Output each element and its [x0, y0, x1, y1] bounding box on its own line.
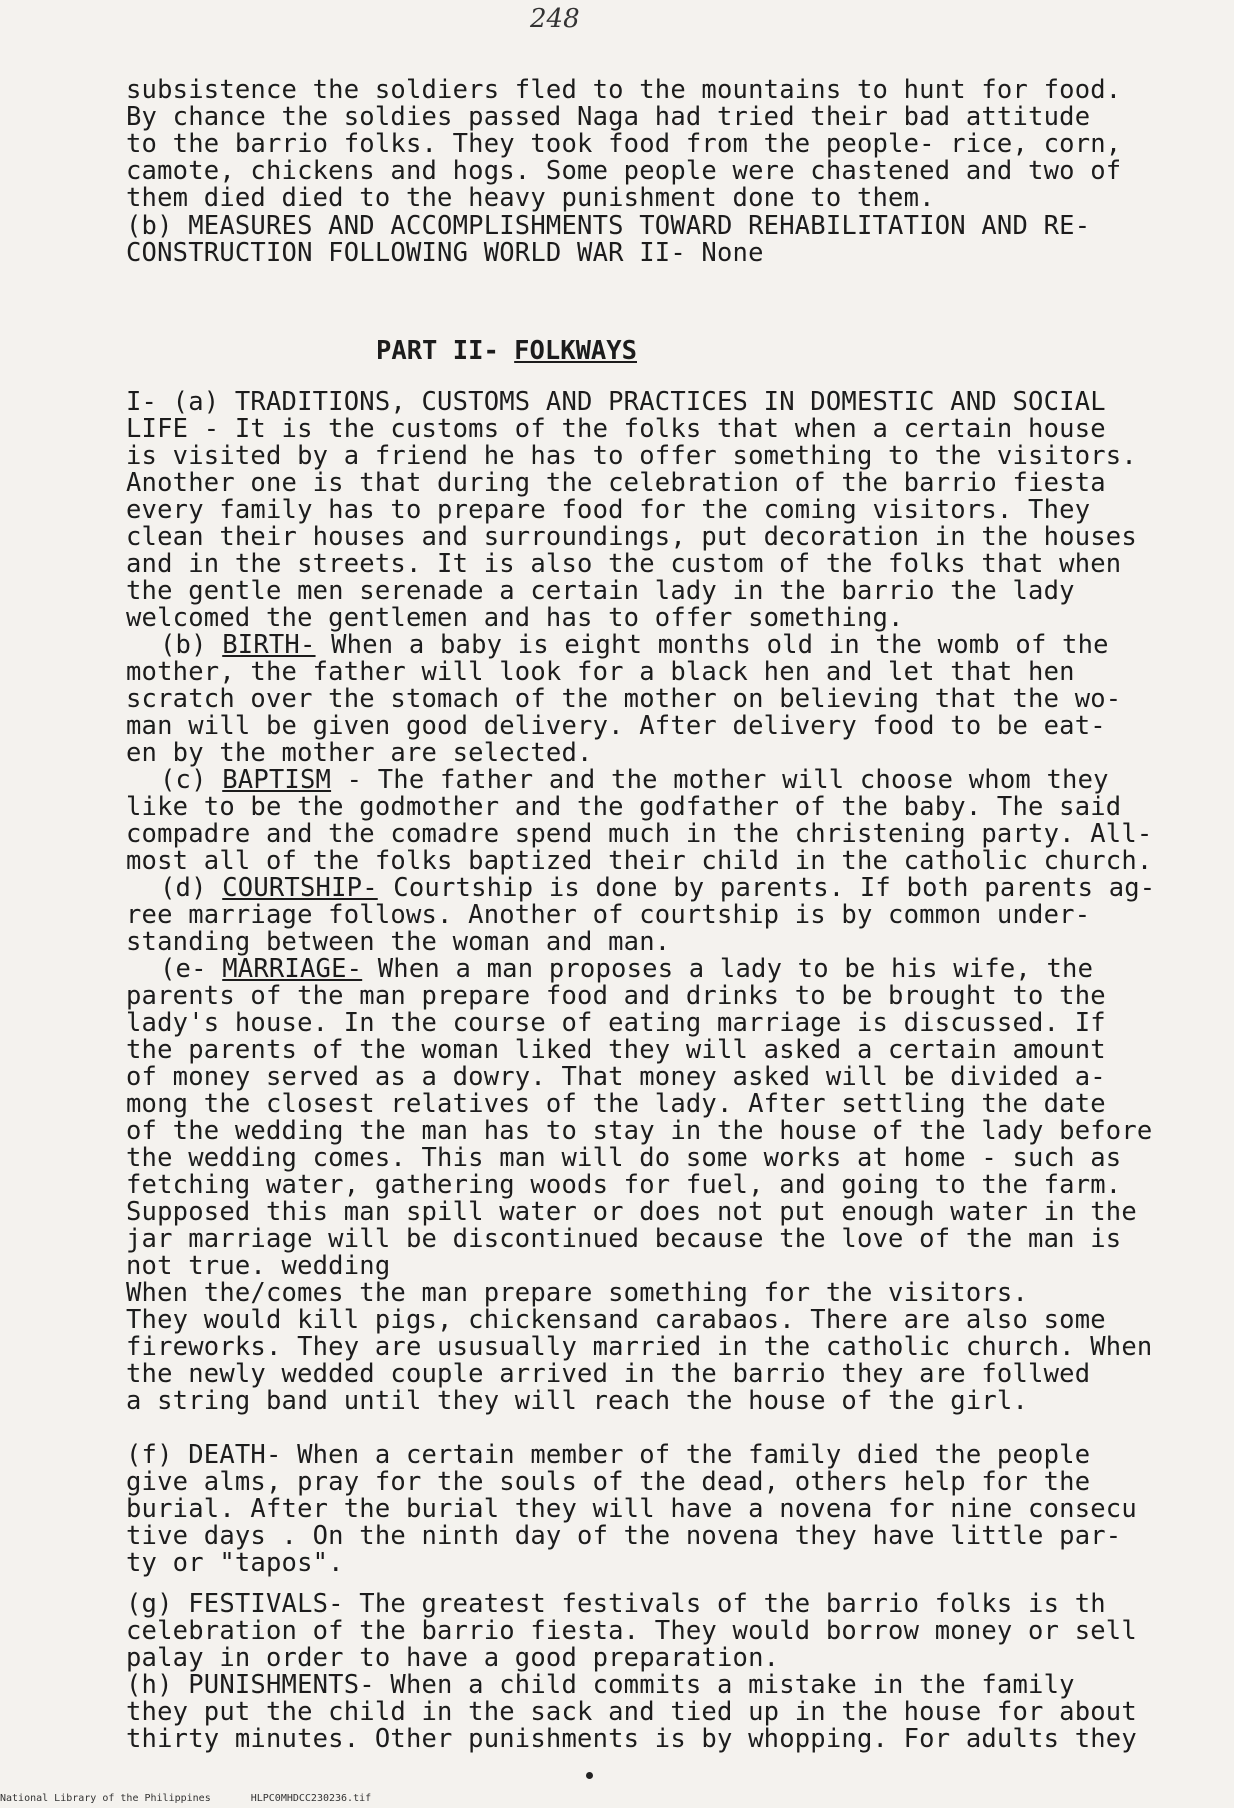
item-lead: (d) — [160, 874, 223, 902]
item-lead: (b) — [160, 631, 223, 659]
page-number: 248 — [530, 4, 580, 34]
birth-first-line — [160, 631, 1234, 659]
text-line: not true. wedding — [126, 1252, 391, 1280]
item-text: Courtship is done by parents. If both parents ag- — [377, 874, 1156, 902]
text-line: compadre and the comadre spend much in the christening party. All- — [126, 820, 1153, 848]
birth-label: BIRTH- — [222, 631, 316, 659]
text-line: most all of the folks baptized their child in the catholic church. — [126, 847, 1153, 875]
footer — [0, 1793, 371, 1805]
part-heading-title: FOLKWAYS — [514, 336, 637, 366]
footer-filename: HLPC0MHDCC230236.tif — [250, 1793, 372, 1804]
text-line: (h) PUNISHMENTS- When a child commits a mistake in the family — [126, 1671, 1075, 1699]
text-line: I- (a) TRADITIONS, CUSTOMS AND PRACTICES IN DOMESTIC AND SOCIAL — [126, 388, 1106, 416]
text-line: camote, chickens and hogs. Some people were chastened and two of — [126, 157, 1122, 185]
text-line: is visited by a friend he has to offer something to the visitors. — [126, 442, 1137, 470]
text-line: LIFE - It is the customs of the folks that when a certain house — [126, 415, 1106, 443]
text-line: like to be the godmother and the godfather of the baby. The said — [126, 793, 1122, 821]
baptism-label: BAPTISM — [222, 766, 332, 794]
text-line: the newly wedded couple arrived in the barrio they are follwed — [126, 1360, 1091, 1388]
text-line: Another one is that during the celebration of the barrio fiesta — [126, 469, 1106, 497]
item-text: When a man proposes a lady to be his wife, the — [362, 955, 1094, 983]
text-line: every family has to prepare food for the coming visitors. They — [126, 496, 1091, 524]
text-line: scratch over the stomach of the mother on believing that the wo- — [126, 685, 1122, 713]
marriage-first-line — [160, 955, 1234, 983]
item-text: - The father and the mother will choose whom they — [331, 766, 1109, 794]
text-line: (g) FESTIVALS- The greatest festivals of the barrio folks is th — [126, 1590, 1106, 1618]
text-line: burial. After the burial they will have a novena for nine consecu — [126, 1495, 1137, 1523]
text-line: mother, the father will look for a black hen and let that hen — [126, 658, 1075, 686]
text-line: of the wedding the man has to stay in the house of the lady before — [126, 1117, 1153, 1145]
item-lead: (c) — [160, 766, 223, 794]
section-heading-line: (b) MEASURES AND ACCOMPLISHMENTS TOWARD REHABILITATION AND RE- — [126, 212, 1091, 240]
text-line: the wedding comes. This man will do some works at home - such as — [126, 1144, 1122, 1172]
text-line: of money served as a dowry. That money asked will be divided a- — [126, 1063, 1106, 1091]
bullet-dot — [586, 1772, 593, 1779]
text-line: to the barrio folks. They took food from the people- rice, corn, — [126, 130, 1122, 158]
text-line: By chance the soldies passed Naga had tried their bad attitude — [126, 103, 1091, 131]
text-line: tive days . On the ninth day of the novena they have little par- — [126, 1522, 1122, 1550]
section-heading-line: CONSTRUCTION FOLLOWING WORLD WAR II- None — [126, 239, 764, 267]
text-line: ty or "tapos". — [126, 1549, 344, 1577]
marriage-label: MARRIAGE- — [222, 955, 363, 983]
text-line: and in the streets. It is also the custom of the folks that when — [126, 550, 1122, 578]
courtship-first-line — [160, 874, 1234, 902]
text-line: (f) DEATH- When a certain member of the family died the people — [126, 1441, 1091, 1469]
text-line: ree marriage follows. Another of courtship is by common under- — [126, 901, 1091, 929]
text-line: the gentle men serenade a certain lady in the barrio the lady — [126, 577, 1075, 605]
text-line: subsistence the soldiers fled to the mountains to hunt for food. — [126, 76, 1122, 104]
text-line: fireworks. They are ususually married in the catholic church. When — [126, 1333, 1153, 1361]
text-line: lady's house. In the course of eating marriage is discussed. If — [126, 1009, 1106, 1037]
text-line: clean their houses and surroundings, put decoration in the houses — [126, 523, 1137, 551]
text-line: mong the closest relatives of the lady. After settling the date — [126, 1090, 1106, 1118]
text-line: thirty minutes. Other punishments is by whopping. For adults they — [126, 1725, 1137, 1753]
text-line: man will be given good delivery. After delivery food to be eat- — [126, 712, 1106, 740]
text-line: give alms, pray for the souls of the dead, others help for the — [126, 1468, 1091, 1496]
text-line: them died died to the heavy punishment done to them. — [126, 184, 935, 212]
item-text: When a baby is eight months old in the womb of the — [315, 631, 1109, 659]
text-line: When the/comes the man prepare something for the visitors. — [126, 1279, 1029, 1307]
text-line: palay in order to have a good preparation. — [126, 1644, 780, 1672]
text-line: they put the child in the sack and tied up in the house for about — [126, 1698, 1137, 1726]
text-line: standing between the woman and man. — [126, 928, 671, 956]
item-lead: (e- — [160, 955, 223, 983]
text-line: jar marriage will be discontinued because the love of the man is — [126, 1225, 1122, 1253]
text-line: the parents of the woman liked they will asked a certain amount — [126, 1036, 1106, 1064]
baptism-first-line — [160, 766, 1234, 794]
text-line: fetching water, gathering woods for fuel, and going to the farm. — [126, 1171, 1122, 1199]
text-line: celebration of the barrio fiesta. They would borrow money or sell — [126, 1617, 1137, 1645]
text-line: They would kill pigs, chickensand carabaos. There are also some — [126, 1306, 1106, 1334]
courtship-label: COURTSHIP- — [222, 874, 378, 902]
part-heading-prefix: PART II- — [376, 336, 515, 366]
part-heading — [376, 336, 637, 366]
text-line: en by the mother are selected. — [126, 739, 593, 767]
text-line: a string band until they will reach the house of the girl. — [126, 1387, 1029, 1415]
text-line: welcomed the gentlemen and has to offer something. — [126, 604, 904, 632]
text-line: Supposed this man spill water or does not put enough water in the — [126, 1198, 1137, 1226]
text-line: parents of the man prepare food and drinks to be brought to the — [126, 982, 1106, 1010]
footer-source: National Library of the Philippines — [0, 1793, 211, 1804]
